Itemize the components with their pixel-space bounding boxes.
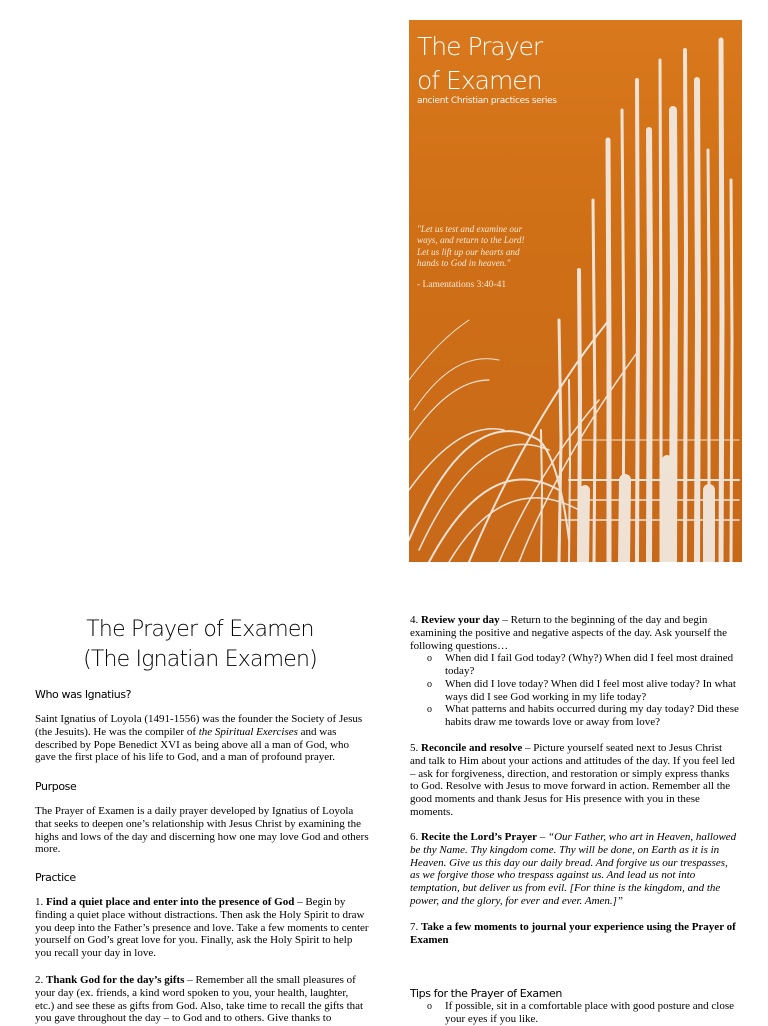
question-bullet: o	[427, 679, 432, 690]
step-1-num: 1.	[35, 896, 46, 908]
cover-title-line1: The Prayer	[417, 32, 543, 61]
step-7	[410, 921, 740, 947]
step-6-title: Recite the Lord’s Prayer	[421, 831, 537, 843]
cover-citation: - Lamentations 3:40-41	[417, 280, 507, 290]
step-2-num: 2.	[35, 974, 46, 986]
cover-title	[417, 30, 542, 98]
step-7-title: Take a few moments to journal your experience using the Prayer of Examen	[410, 921, 736, 946]
step-5-num: 5.	[410, 742, 421, 754]
step-5-text: – Picture yourself seated next to Jesus Christ and talk to Him about your actions and attitudes of the day. If you feel led – ask for forgiveness, direction, and restoration or simply express thanks to God. Resolve with Jesus to move forward in action. Remember all the good moments and thank Jesus for His presence with you in these moments.	[410, 742, 735, 818]
cover-image	[409, 20, 742, 562]
page-title-line2: (The Ignatian Examen)	[83, 647, 317, 672]
step-7-num: 7.	[410, 921, 421, 933]
step-4-title: Review your day	[421, 614, 500, 626]
purpose-heading: Purpose	[35, 780, 77, 793]
tip-1: If possible, sit in a comfortable place with good posture and close your eyes if you like.	[445, 1000, 734, 1025]
step-2	[35, 974, 370, 1025]
who-heading: Who was Ignatius?	[35, 688, 132, 701]
who-paragraph	[35, 713, 370, 764]
step-2-title: Thank God for the day’s gifts	[46, 974, 185, 986]
cover-subtitle: ancient Christian practices series	[417, 96, 557, 106]
cover-quote: "Let us test and examine our ways, and return to the Lord! Let us lift up our hearts and hands to God in heaven."	[417, 224, 525, 269]
step-2-text: – Remember all the small pleasures of your day (ex. friends, a kind word spoken to you, your health, laughter, etc.) and see these as gifts from God. Also, take time to recall the gifts that you gave throughout the day – to God and to others. Give thanks to	[35, 974, 364, 1025]
step-1-text: – Begin by finding a quiet place without distractions. Then ask the Holy Spirit to draw you deep into the Father’s presence and love. Take a few moments to center yourself on God’s great love for you. Finally, ask the Holy Spirit to help you recall your day in love.	[35, 896, 369, 960]
question-bullet: o	[427, 704, 432, 715]
question-2: When did I love today? When did I feel most alive today? In what ways did I see God working in my life today?	[445, 678, 736, 703]
step-5-title: Reconcile and resolve	[421, 742, 523, 754]
page-title-line1: The Prayer of Examen	[86, 617, 314, 642]
step-5	[410, 742, 740, 819]
purpose-paragraph: The Prayer of Examen is a daily prayer developed by Ignatius of Loyola that seeks to deepen one’s relationship with Jesus Christ by examining the highs and lows of the day and discerning how one may love God and others more.	[35, 805, 369, 856]
step-6	[410, 831, 740, 908]
who-text-b: and was described by Pope Benedict XVI as being above all a man of God, who gave the first place of his life to God, and a man of profound prayer.	[35, 725, 350, 764]
question-3: What patterns and habits occurred during my day today? Did these habits draw me towards love or away from love?	[445, 703, 739, 728]
cover-title-line2: of Examen	[417, 66, 542, 95]
tips-heading: Tips for the Prayer of Examen	[410, 987, 562, 1000]
step-1	[35, 896, 370, 960]
step-6-text: “Our Father, who art in Heaven, hallowed be thy Name. Thy kingdom come. Thy will be done, on Earth as it is in Heaven. Give us this day our daily bread. And forgive us our trespasses, as we forgive those who trespass against us. And lead us not into temptation, but deliver us from evil. [For thine is the kingdom, and the power, and the glory, for ever and ever. Amen.]”	[410, 831, 737, 907]
who-text-a: Saint Ignatius of Loyola (1491-1556) was the founder the Society of Jesus (the Jesuits). He was the compiler of	[35, 713, 363, 738]
step-4-text: – Return to the beginning of the day and begin examining the positive and negative aspects of the day. Ask yourself the following questions…	[410, 614, 727, 652]
step-6-num: 6.	[410, 831, 421, 843]
question-bullet: o	[427, 653, 432, 664]
question-1: When did I fail God today? (Why?) When did I feel most drained today?	[445, 652, 734, 677]
step-4-num: 4.	[410, 614, 421, 626]
step-6-dash: –	[536, 831, 548, 843]
tip-bullet: o	[427, 1001, 432, 1012]
step-4	[410, 614, 740, 652]
practice-heading: Practice	[35, 871, 76, 884]
who-text-em: the Spiritual Exercises	[198, 725, 298, 738]
step-1-title: Find a quiet place and enter into the presence of God	[46, 896, 295, 908]
